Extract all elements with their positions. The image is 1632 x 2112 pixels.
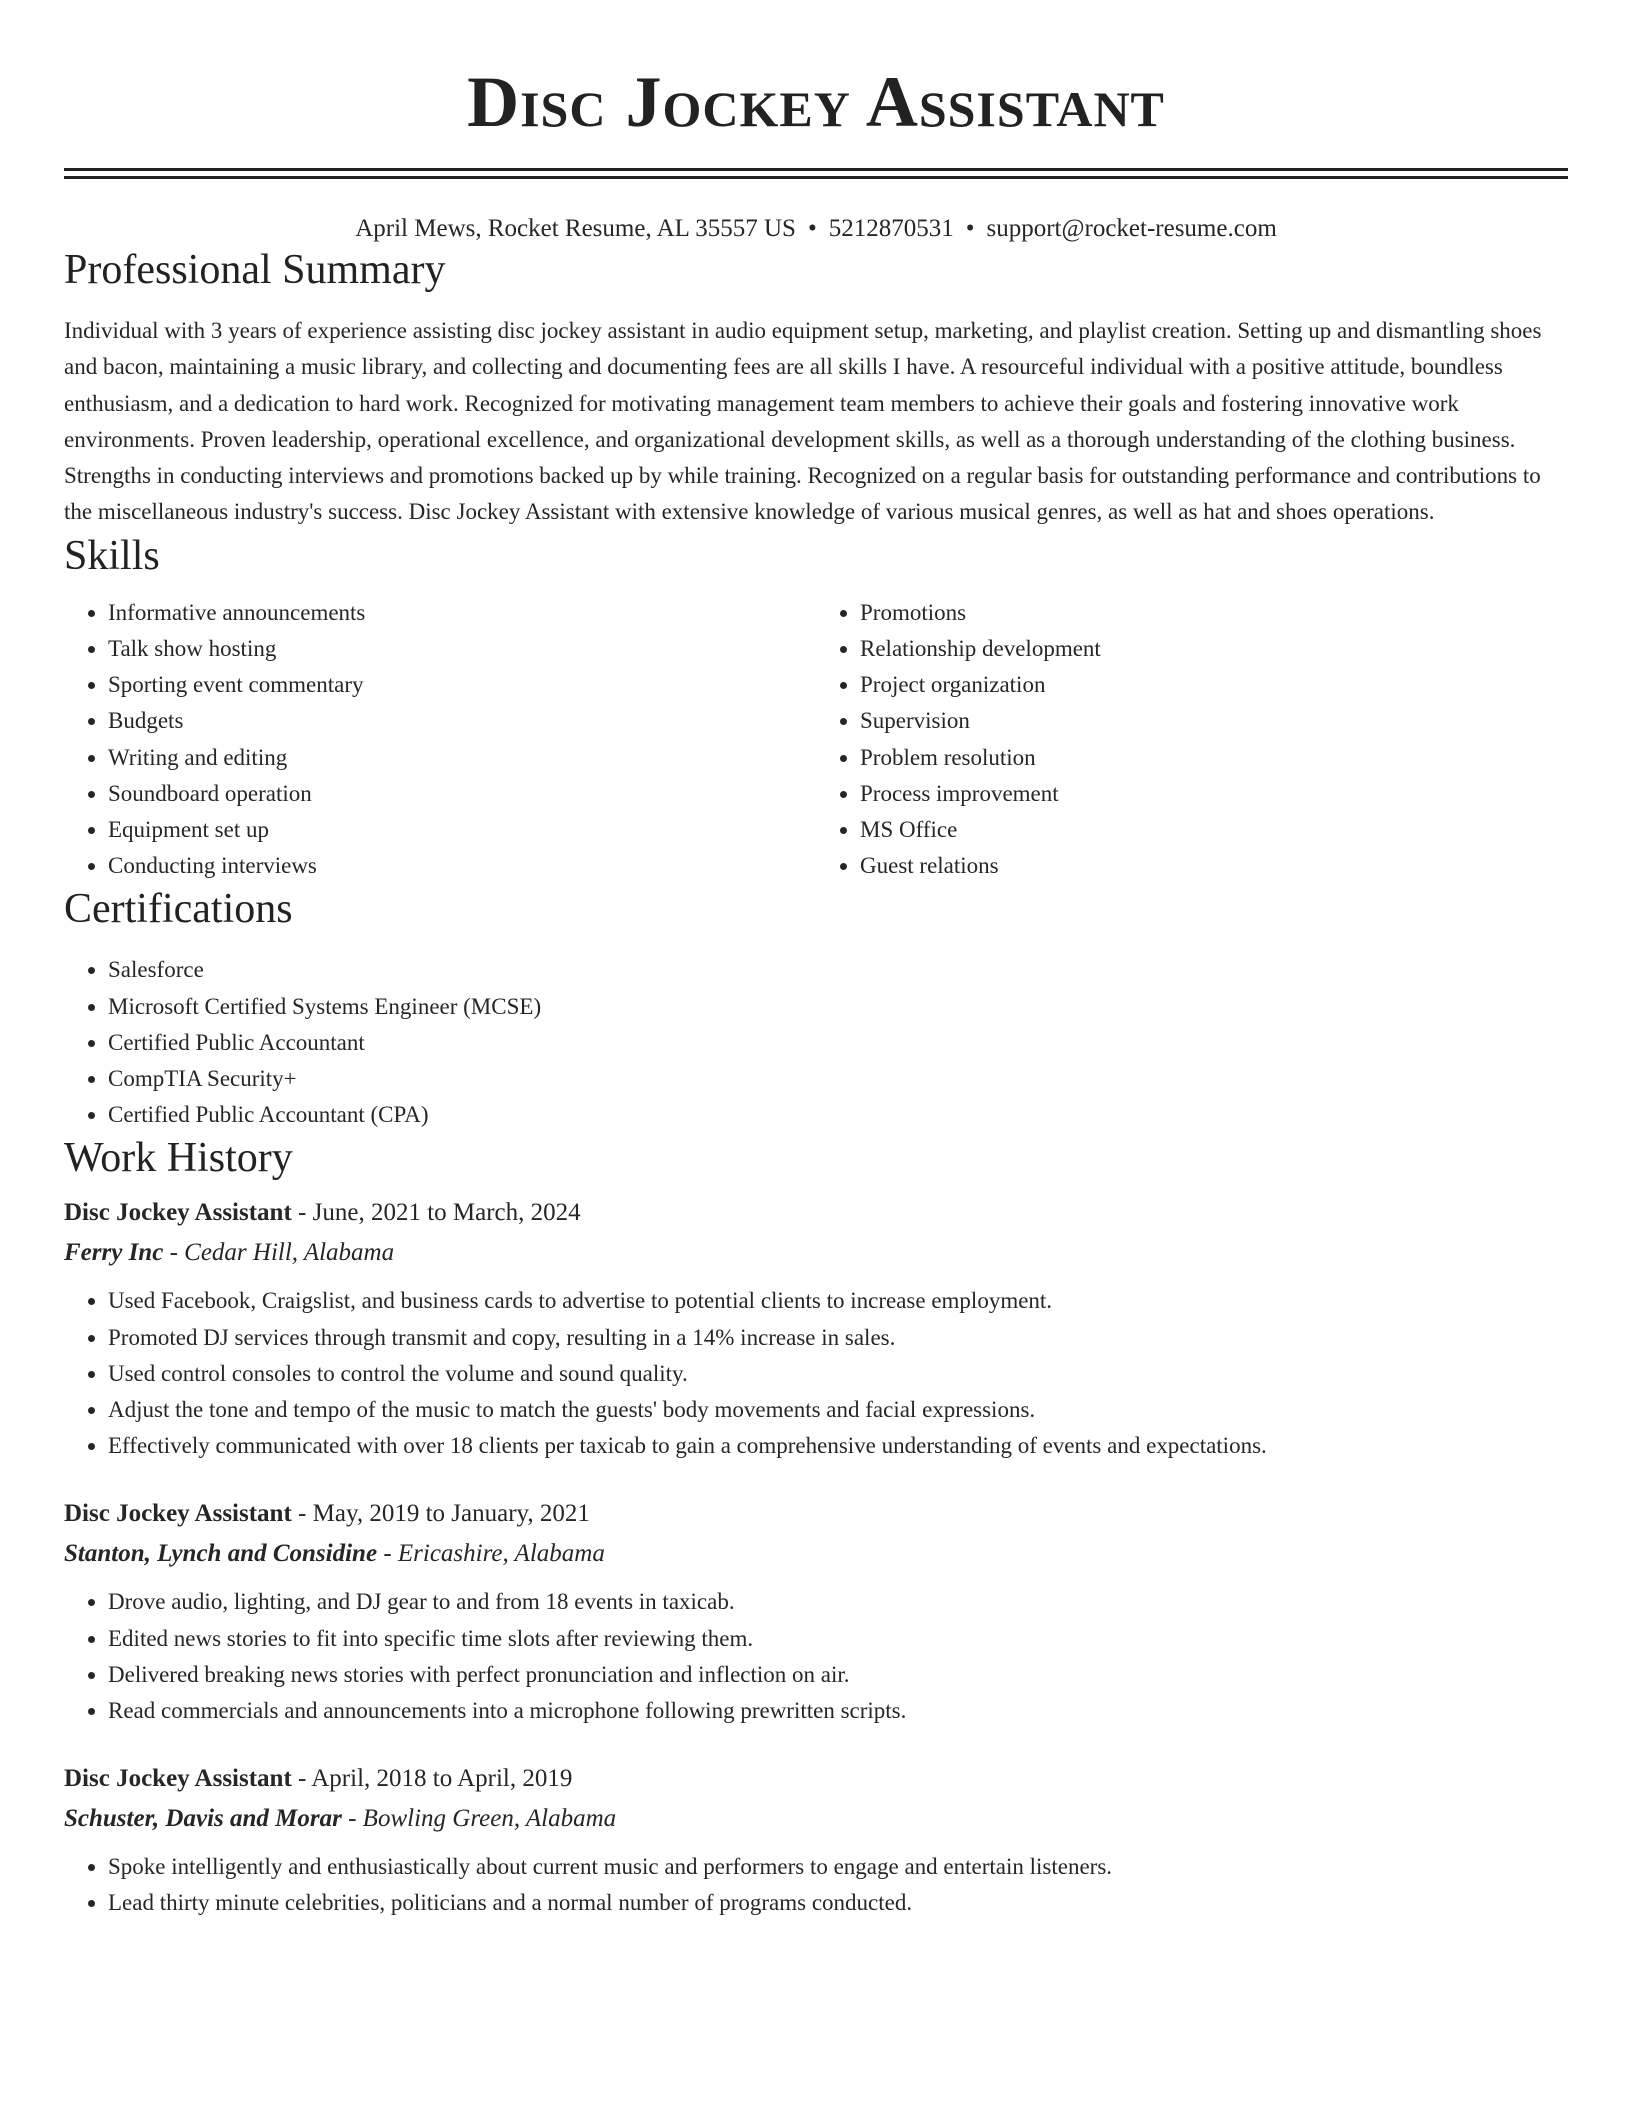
skill-item: • Talk show hosting (108, 631, 816, 667)
skills-left-list (64, 595, 816, 885)
job-bullets (64, 1849, 1568, 1921)
skill-item: • Project organization (860, 667, 1568, 703)
job-title-line (64, 1193, 1568, 1233)
resume-name: Disc Jockey Assistant (467, 62, 1165, 142)
job-bullet: • Adjust the tone and tempo of the music to match the guests' body movements and facial expressions. (108, 1392, 1568, 1428)
skill-item: • Process improvement (860, 776, 1568, 812)
job-bullet: • Edited news stories to fit into specific time slots after reviewing them. (108, 1621, 1568, 1657)
certification-item: • CompTIA Security+ (108, 1061, 1568, 1097)
certification-item: • Certified Public Accountant (CPA) (108, 1097, 1568, 1133)
job-bullet: • Drove audio, lighting, and DJ gear to and from 18 events in taxicab. (108, 1584, 1568, 1620)
job-entry (64, 1759, 1568, 1921)
job-dates: - May, 2019 to January, 2021 (291, 1500, 590, 1528)
job-company: Schuster, Davis and Morar (64, 1805, 342, 1833)
resume-page (64, 0, 1568, 1922)
job-company-line (64, 1799, 1568, 1839)
job-title-line (64, 1494, 1568, 1534)
contact-address: April Mews, Rocket Resume, AL 35557 US (355, 215, 796, 242)
job-bullet: • Spoke intelligently and enthusiastically about current music and performers to engage and entertain listeners. (108, 1849, 1568, 1885)
skills-columns (64, 595, 1568, 885)
contact-email: support@rocket-resume.com (986, 215, 1277, 242)
skill-item: • Supervision (860, 703, 1568, 739)
job-bullet: • Effectively communicated with over 18 clients per taxicab to gain a comprehensive understanding of events and expectations. (108, 1428, 1568, 1464)
job-location: - Ericashire, Alabama (377, 1540, 605, 1568)
skill-item: • Guest relations (860, 848, 1568, 884)
skill-item: • Equipment set up (108, 812, 816, 848)
job-title-line (64, 1759, 1568, 1799)
contact-separator: • (965, 215, 975, 242)
certification-item: • Microsoft Certified Systems Engineer (MCSE) (108, 989, 1568, 1025)
skill-item: • Writing and editing (108, 740, 816, 776)
job-entry (64, 1193, 1568, 1464)
skill-item: • Relationship development (860, 631, 1568, 667)
job-company: Stanton, Lynch and Considine (64, 1540, 378, 1568)
job-company-line (64, 1233, 1568, 1273)
skill-item: • Promotions (860, 595, 1568, 631)
job-dates: - April, 2018 to April, 2019 (291, 1765, 573, 1793)
skill-item: • Informative announcements (108, 595, 816, 631)
job-title: Disc Jockey Assistant (64, 1500, 292, 1528)
job-dates: - June, 2021 to March, 2024 (291, 1199, 581, 1227)
skill-item: • Sporting event commentary (108, 667, 816, 703)
certification-item: • Salesforce (108, 952, 1568, 988)
skill-item: • Budgets (108, 703, 816, 739)
skills-heading: Skills (64, 532, 160, 579)
skill-item: • MS Office (860, 812, 1568, 848)
job-location: - Cedar Hill, Alabama (163, 1239, 395, 1267)
job-bullet: • Used Facebook, Craigslist, and business cards to advertise to potential clients to increase employment. (108, 1283, 1568, 1319)
skill-item: • Problem resolution (860, 740, 1568, 776)
job-bullets (64, 1283, 1568, 1464)
certifications-heading: Certifications (64, 886, 293, 933)
job-bullet: • Lead thirty minute celebrities, politicians and a normal number of programs conducted. (108, 1885, 1568, 1921)
header-double-rule (64, 168, 1568, 179)
job-bullet: • Used control consoles to control the volume and sound quality. (108, 1356, 1568, 1392)
job-bullet: • Delivered breaking news stories with perfect pronunciation and inflection on air. (108, 1657, 1568, 1693)
job-entry (64, 1494, 1568, 1729)
job-bullets (64, 1584, 1568, 1729)
job-title: Disc Jockey Assistant (64, 1199, 292, 1227)
job-bullet: • Read commercials and announcements into a microphone following prewritten scripts. (108, 1693, 1568, 1729)
skill-item: • Conducting interviews (108, 848, 816, 884)
skills-right-list (816, 595, 1568, 885)
skill-item: • Soundboard operation (108, 776, 816, 812)
job-company-line (64, 1534, 1568, 1574)
contact-line (64, 213, 1568, 245)
job-company: Ferry Inc (64, 1239, 164, 1267)
job-location: - Bowling Green, Alabama (341, 1805, 617, 1833)
summary-text: Individual with 3 years of experience assisting disc jockey assistant in audio equipment setup, marketing, and playlist creation. Setting up and dismantling shoes and bacon, maintaining a music library, and collecting and documenting fees are all skills I have. A resourceful individual with a positive attitude, boundless enthusiasm, and a dedication to hard work. Recognized for motivating management team members to achieve their goals and fostering innovative work environments. Proven leadership, operational excellence, and organizational development skills, as well as a thorough understanding of the clothing business. Strengths in conducting interviews and promotions backed up by while training. Recognized on a regular basis for outstanding performance and contributions to the miscellaneous industry's success. Disc Jockey Assistant with extensive knowledge of various musical genres, as well as hat and shoes operations. (64, 318, 1542, 525)
contact-separator: • (807, 215, 817, 242)
summary-heading: Professional Summary (64, 247, 446, 293)
job-title: Disc Jockey Assistant (64, 1765, 292, 1793)
job-bullet: • Promoted DJ services through transmit and copy, resulting in a 14% increase in sales. (108, 1320, 1568, 1356)
certification-item: • Certified Public Accountant (108, 1025, 1568, 1061)
certifications-list (64, 952, 1568, 1133)
contact-phone: 5212870531 (828, 215, 954, 242)
work-history-heading: Work History (64, 1135, 293, 1182)
